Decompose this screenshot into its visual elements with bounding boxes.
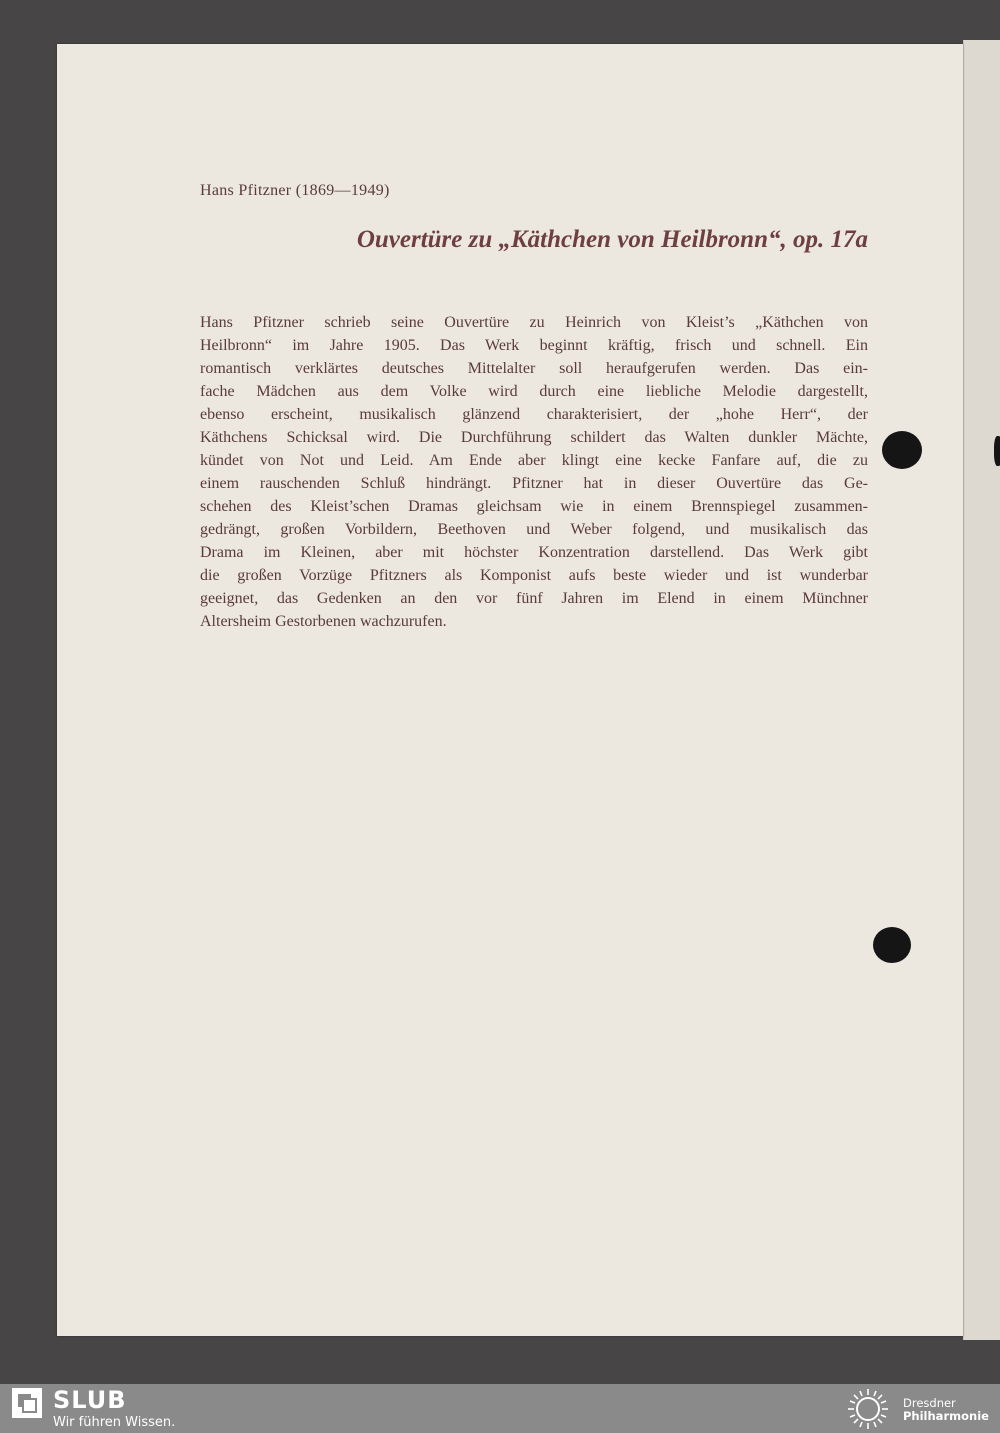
- text-line: die großen Vorzüge Pfitzners als Komponist aufs beste wieder und ist wunderbar: [200, 567, 868, 584]
- punch-hole-icon: [882, 431, 922, 469]
- text-line: geeignet, das Gedenken an den vor fünf Jahren im Elend in einem Münchner: [200, 590, 868, 607]
- text-line: einem rauschenden Schluß hindrängt. Pfitzner hat in dieser Ouvertüre das Ge-: [200, 475, 868, 492]
- adjacent-page-edge: [963, 40, 1000, 1340]
- text-line: ebenso erscheint, musikalisch glänzend charakterisiert, der „hohe Herr“, der: [200, 406, 868, 423]
- text-line: kündet von Not und Leid. Am Ende aber klingt eine kecke Fanfare auf, die zu: [200, 452, 868, 469]
- partner-name-line2: Philharmonie: [903, 1409, 989, 1423]
- text-line: schehen des Kleist’schen Dramas gleichsam wie in einem Brennspiegel zusammen-: [200, 498, 868, 515]
- text-line: fache Mädchen aus dem Volke wird durch eine liebliche Melodie dargestellt,: [200, 383, 868, 400]
- text-line: Hans Pfitzner schrieb seine Ouvertüre zu Heinrich von Kleist’s „Käthchen von: [200, 314, 868, 331]
- composer-heading: Hans Pfitzner (1869—1949): [200, 182, 390, 199]
- text-line: romantisch verklärtes deutsches Mittelalter soll heraufgerufen werden. Das ein-: [200, 360, 868, 377]
- program-note-text: [200, 311, 868, 633]
- text-line: gedrängt, großen Vorbildern, Beethoven und Weber folgend, und musikalisch das: [200, 521, 868, 538]
- text-line: Käthchens Schicksal wird. Die Durchführung schildert das Walten dunkler Mächte,: [200, 429, 868, 446]
- text-line: Altersheim Gestorbenen wachzurufen.: [200, 613, 447, 630]
- dresdner-philharmonie-logo-icon: [843, 1387, 893, 1431]
- punch-hole-icon: [994, 436, 1000, 466]
- partner-name-line1: Dresdner: [903, 1396, 956, 1410]
- partner-name: [903, 1397, 989, 1423]
- library-tagline: Wir führen Wissen.: [53, 1415, 176, 1430]
- punch-hole-icon: [873, 927, 911, 963]
- footer-bar: [0, 1384, 1000, 1433]
- text-line: Heilbronn“ im Jahre 1905. Das Werk beginnt kräftig, frisch und schnell. Ein: [200, 337, 868, 354]
- work-title: Ouvertüre zu „Käthchen von Heilbronn“, op. 17a: [356, 226, 868, 253]
- slub-logo-icon: [12, 1388, 42, 1418]
- text-line: Drama im Kleinen, aber mit höchster Konzentration darstellend. Das Werk gibt: [200, 544, 868, 561]
- library-name: SLUB: [53, 1386, 127, 1414]
